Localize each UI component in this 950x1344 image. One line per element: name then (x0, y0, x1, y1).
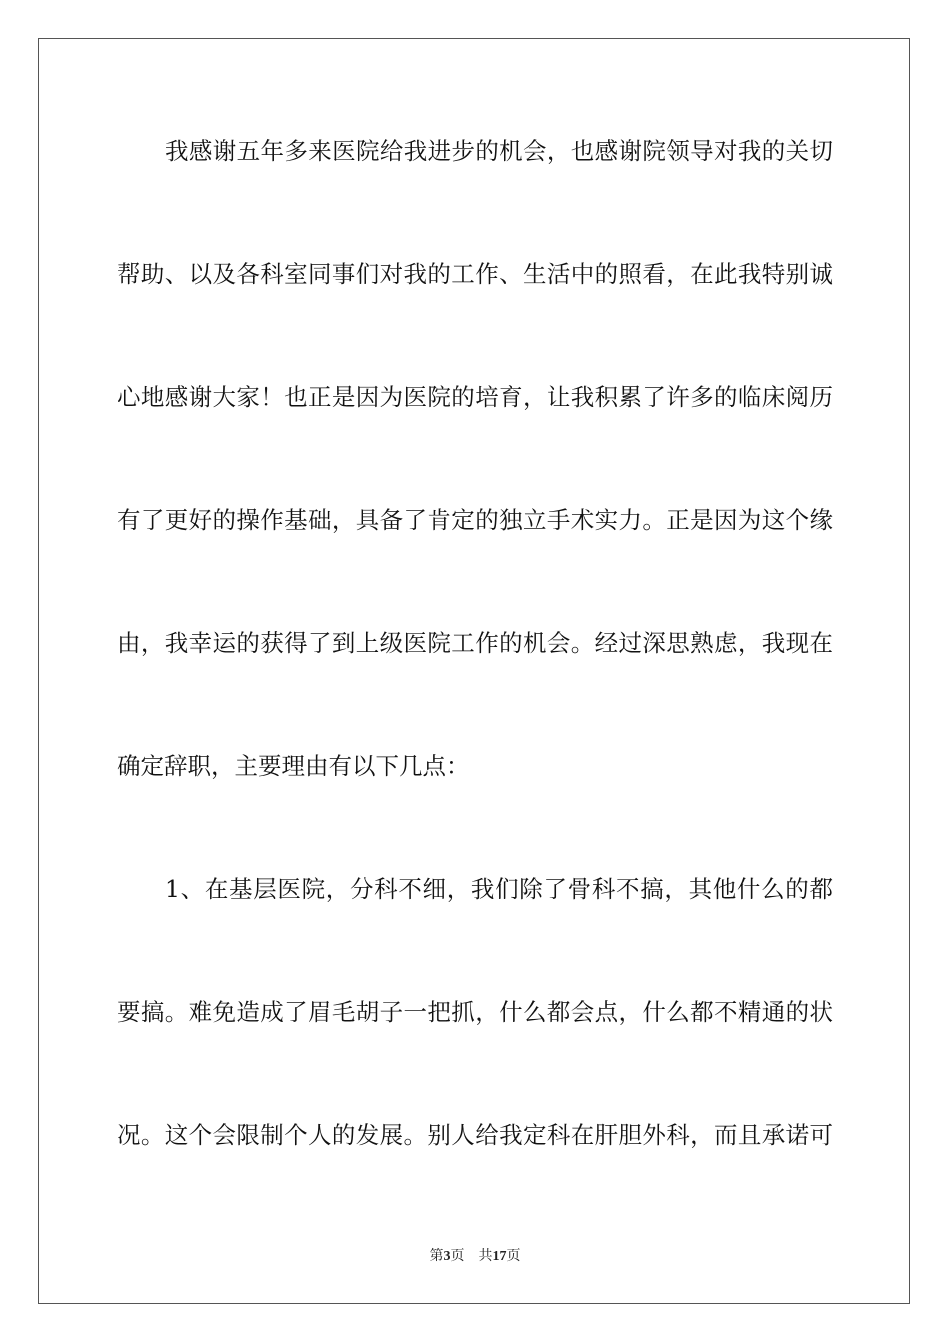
paragraph-line: 我感谢五年多来医院给我进步的机会，也感谢院领导对我的关切 (165, 137, 833, 165)
paragraph-line: 要搞。难免造成了眉毛胡子一把抓，什么都会点，什么都不精通的状 (117, 998, 833, 1026)
paragraph-line: 确定辞职，主要理由有以下几点： (117, 752, 470, 780)
page-total: 17 (492, 1249, 507, 1264)
paragraph-line: 1、在基层医院，分科不细，我们除了骨科不搞，其他什么的都 (165, 875, 833, 903)
paragraph-line: 心地感谢大家！也正是因为医院的培育，让我积累了许多的临床阅历 (117, 383, 833, 411)
page-current: 3 (443, 1249, 451, 1264)
total-unit: 页 (506, 1248, 521, 1264)
paragraph-line: 况。这个会限制个人的发展。别人给我定科在肝胆外科，而且承诺可 (117, 1121, 833, 1149)
total-prefix: 共 (478, 1248, 493, 1264)
page-prefix: 第 (429, 1248, 444, 1264)
page-footer (0, 1246, 950, 1267)
paragraph-line: 由，我幸运的获得了到上级医院工作的机会。经过深思熟虑，我现在 (117, 629, 833, 657)
paragraph-line: 有了更好的操作基础，具备了肯定的独立手术实力。正是因为这个缘 (117, 506, 833, 534)
page-unit: 页 (450, 1248, 465, 1264)
paragraph-line: 帮助、以及各科室同事们对我的工作、生活中的照看，在此我特别诚 (117, 260, 833, 288)
page-border (38, 38, 910, 1304)
